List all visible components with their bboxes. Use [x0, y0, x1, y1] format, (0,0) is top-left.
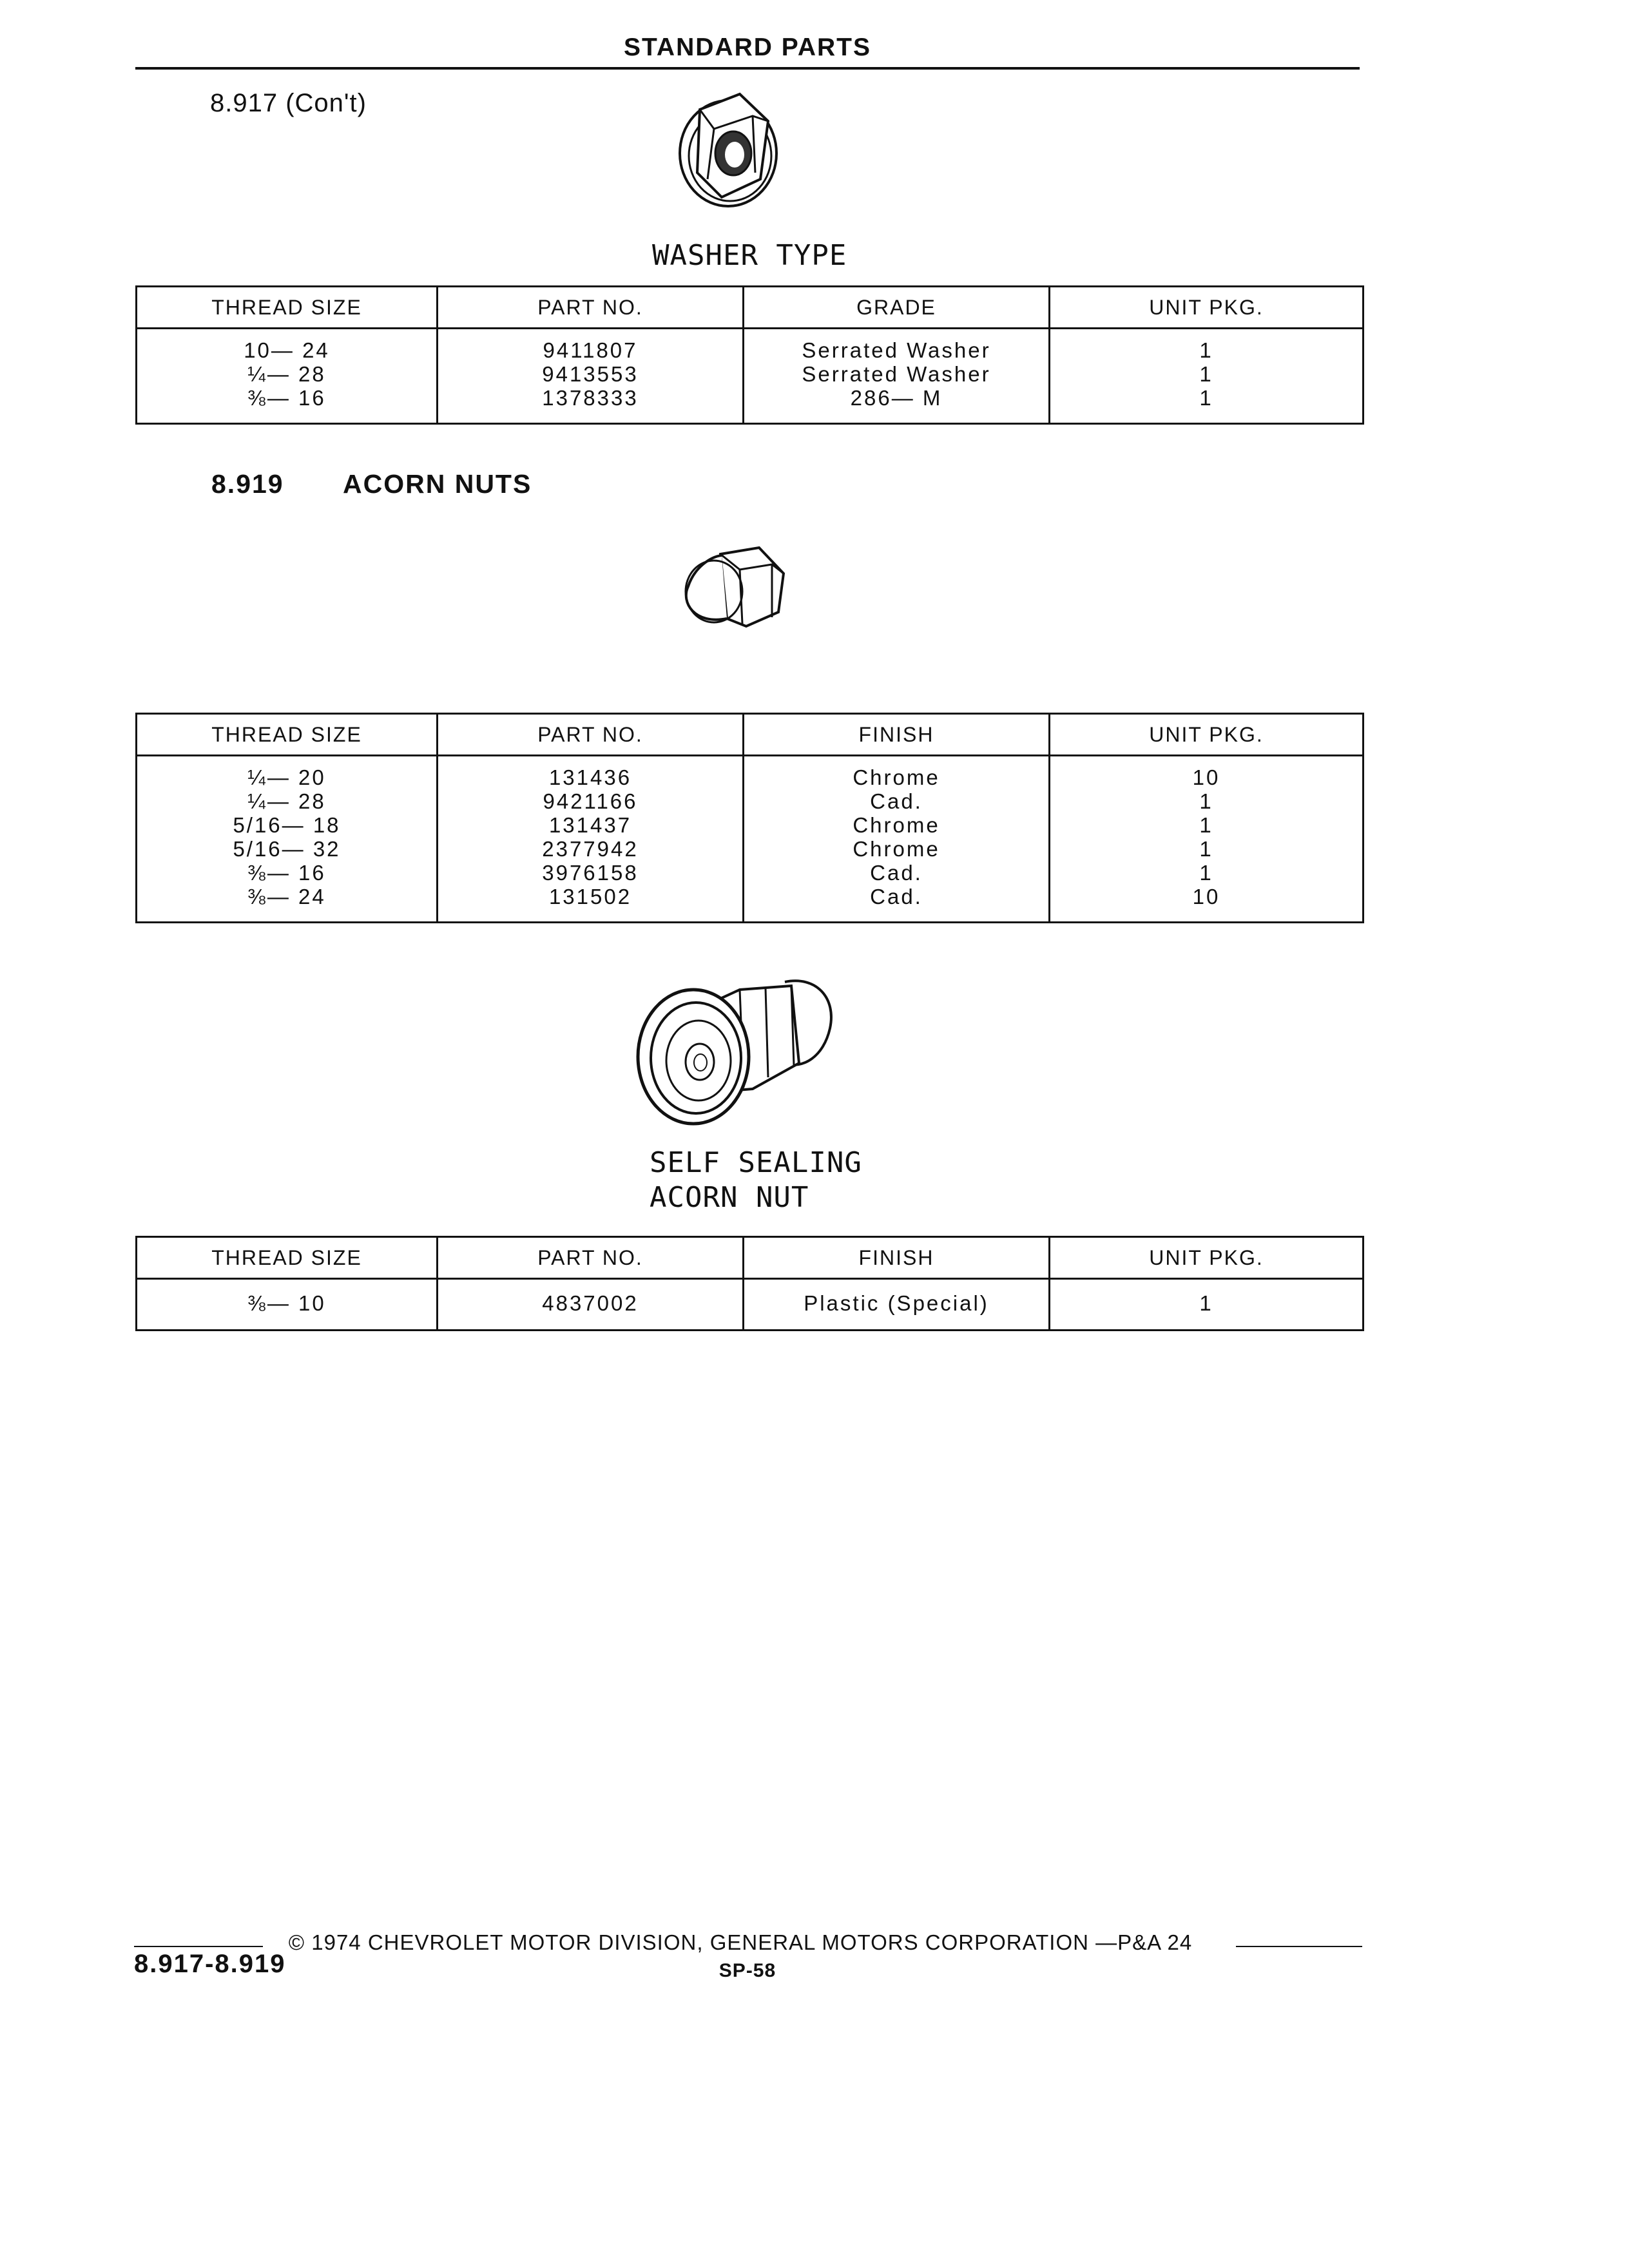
- part-no-value: 3976158: [542, 861, 639, 885]
- table-header-row: [137, 714, 1364, 756]
- part-no-cell: 4837002: [438, 1279, 744, 1331]
- thread-size-value: ⅜— 16: [247, 386, 326, 410]
- part-no-value: 9421166: [543, 789, 638, 813]
- self-sealing-acorn-nut-table: [135, 1236, 1364, 1331]
- part-no-value: 131437: [548, 813, 632, 837]
- column-header-part-no: PART NO.: [438, 1237, 744, 1279]
- thread-size-value: 5/16— 32: [233, 837, 341, 861]
- column-header-unit-pkg: UNIT PKG.: [1050, 1237, 1364, 1279]
- self-sealing-caption-line2: ACORN NUT: [650, 1181, 809, 1214]
- column-header-part-no: PART NO.: [438, 714, 744, 756]
- unit-pkg-value: 10: [1192, 885, 1220, 908]
- part-no-value: 9413553: [542, 362, 639, 386]
- washer-type-table: [135, 285, 1364, 425]
- column-header-finish: FINISH: [744, 714, 1050, 756]
- footer-rule-left: [134, 1946, 263, 1947]
- grade-value: 286— M: [850, 386, 943, 410]
- unit-pkg-cell: 1: [1050, 1279, 1364, 1331]
- washer-type-caption: WASHER TYPE: [652, 239, 847, 272]
- grade-value: Serrated Washer: [802, 338, 991, 362]
- finish-value: Chrome: [853, 837, 940, 861]
- unit-pkg-value: 1: [1199, 813, 1213, 837]
- part-no-value: 1378333: [542, 386, 639, 410]
- column-header-unit-pkg: UNIT PKG.: [1050, 287, 1364, 329]
- self-sealing-acorn-nut-illustration: [630, 966, 849, 1134]
- part-no-value: 131436: [548, 765, 632, 789]
- finish-value: Cad.: [870, 861, 923, 885]
- part-no-cell: [438, 756, 744, 923]
- section-label-8917: 8.917 (Con't): [210, 89, 367, 117]
- finish-cell: Plastic (Special): [744, 1279, 1050, 1331]
- footer-page-number: SP-58: [718, 1960, 776, 1981]
- part-no-cell: [438, 329, 744, 424]
- unit-pkg-value: 1: [1199, 861, 1213, 885]
- thread-size-value: ⅜— 16: [247, 861, 326, 885]
- finish-cell: [744, 756, 1050, 923]
- self-sealing-caption-line1: SELF SEALING: [650, 1146, 862, 1179]
- part-no-value: 9411807: [543, 338, 638, 362]
- table-header-row: [137, 287, 1364, 329]
- table-header-row: [137, 1237, 1364, 1279]
- grade-value: Serrated Washer: [802, 362, 991, 386]
- acorn-nut-illustration: [675, 541, 791, 644]
- section-title-acorn-nuts: ACORN NUTS: [343, 469, 532, 499]
- thread-size-cell: [137, 756, 438, 923]
- column-header-thread-size: THREAD SIZE: [137, 714, 438, 756]
- thread-size-value: ⅜— 24: [247, 885, 326, 908]
- finish-value: Chrome: [853, 765, 940, 789]
- thread-size-cell: ⅜— 10: [137, 1279, 438, 1331]
- unit-pkg-value: 1: [1199, 338, 1213, 362]
- column-header-unit-pkg: UNIT PKG.: [1050, 714, 1364, 756]
- unit-pkg-value: 1: [1199, 362, 1213, 386]
- acorn-nuts-table: [135, 713, 1364, 923]
- unit-pkg-cell: [1050, 756, 1364, 923]
- finish-value: Chrome: [853, 813, 940, 837]
- thread-size-value: 10— 24: [244, 338, 330, 362]
- thread-size-cell: [137, 329, 438, 424]
- page-header-title: STANDARD PARTS: [623, 34, 872, 61]
- thread-size-value: 5/16— 18: [233, 813, 341, 837]
- thread-size-value: ¼— 28: [247, 362, 326, 386]
- header-rule: [135, 67, 1360, 70]
- column-header-finish: FINISH: [744, 1237, 1050, 1279]
- unit-pkg-value: 1: [1199, 789, 1213, 813]
- grade-cell: [744, 329, 1050, 424]
- column-header-thread-size: THREAD SIZE: [137, 1237, 438, 1279]
- finish-value: Cad.: [870, 789, 923, 813]
- table-row: [137, 756, 1364, 923]
- finish-value: Cad.: [870, 885, 923, 908]
- thread-size-value: ¼— 28: [247, 789, 326, 813]
- unit-pkg-value: 10: [1192, 765, 1220, 789]
- part-no-value: 131502: [548, 885, 632, 908]
- section-number-8919: 8.919: [211, 469, 284, 499]
- table-row: [137, 329, 1364, 424]
- column-header-part-no: PART NO.: [438, 287, 744, 329]
- footer-copyright: © 1974 CHEVROLET MOTOR DIVISION, GENERAL MOTORS CORPORATION —P&A 24: [288, 1930, 1193, 1954]
- unit-pkg-cell: [1050, 329, 1364, 424]
- footer-section-range: 8.917-8.919: [134, 1950, 286, 1978]
- column-header-thread-size: THREAD SIZE: [137, 287, 438, 329]
- table-row: [137, 1279, 1364, 1331]
- unit-pkg-value: 1: [1199, 837, 1213, 861]
- unit-pkg-value: 1: [1199, 386, 1213, 410]
- column-header-grade: GRADE: [744, 287, 1050, 329]
- thread-size-value: ¼— 20: [247, 765, 326, 789]
- flange-nut-illustration: [664, 82, 793, 211]
- footer-rule-right: [1236, 1946, 1362, 1947]
- part-no-value: 2377942: [542, 837, 639, 861]
